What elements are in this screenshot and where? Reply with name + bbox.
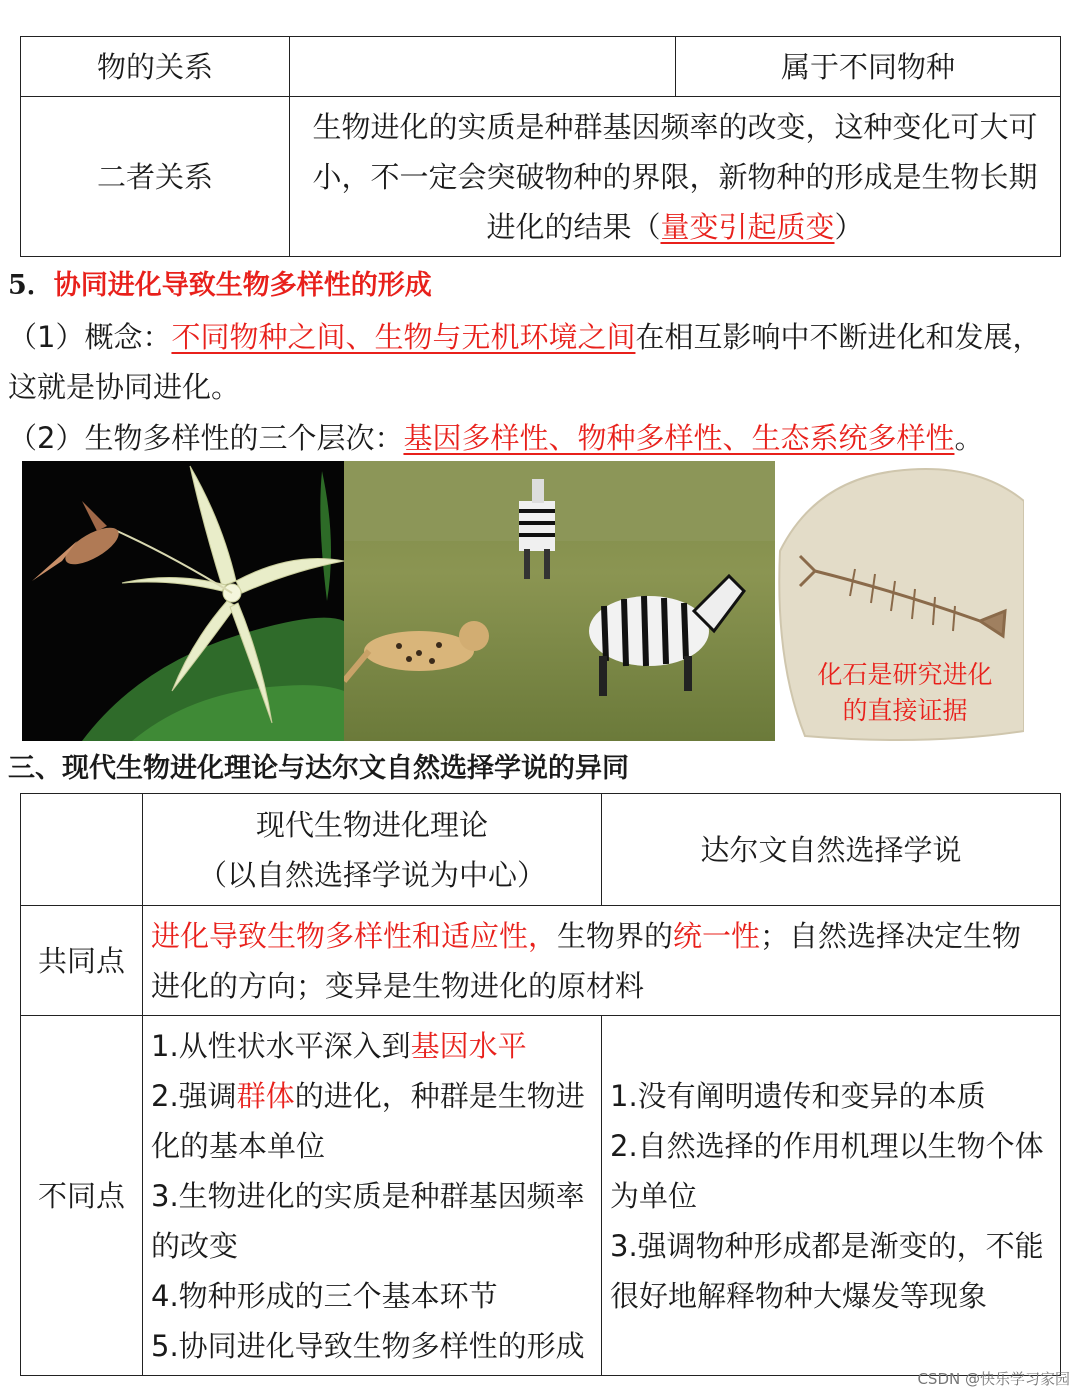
concept-paragraph: （1）概念：不同物种之间、生物与无机环境之间在相互影响中不断进化和发展， 这就是协同进化。	[8, 320, 1042, 404]
corner-cell	[21, 794, 143, 906]
modern-point-3: 3.生物进化的实质是种群基因频率	[151, 1178, 585, 1213]
row-label-both: 二者关系	[21, 97, 290, 257]
relation-line-1: 生物进化的实质是种群基因频率的改变，这种变化可大可	[312, 109, 1038, 144]
common-points-cell: 进化导致生物多样性和适应性，生物界的统一性；自然选择决定生物 进化的方向；变异是生物进化的原材料	[143, 906, 1061, 1016]
levels-highlight: 基因多样性、物种多样性、生态系统多样性	[403, 421, 955, 455]
section-3-heading: 三、现代生物进化理论与达尔文自然选择学说的异同	[8, 753, 629, 784]
orchid-moth-photo	[22, 461, 344, 741]
highlight-text: 量变引起质变	[660, 209, 835, 244]
fish-fossil-photo	[775, 461, 1024, 741]
relation-line-3: 进化的结果（量变引起质变）	[486, 209, 864, 244]
comparison-table-top	[20, 36, 1061, 257]
levels-paragraph: （2）生物多样性的三个层次：基因多样性、物种多样性、生态系统多样性。	[8, 421, 984, 455]
darwin-point-3: 3.强调物种形成都是渐变的，不能	[610, 1228, 1044, 1263]
moth	[32, 501, 124, 581]
section-5-heading: 5．协同进化导致生物多样性的形成	[8, 270, 432, 301]
modern-point-4: 4.物种形成的三个基本环节	[151, 1278, 498, 1313]
modern-point-5: 5.协同进化导致生物多样性的形成	[151, 1328, 585, 1363]
comparison-table-bottom	[20, 793, 1061, 1376]
watermark: CSDN @快乐学习家园	[917, 1370, 1070, 1388]
common-label: 共同点	[21, 906, 143, 1016]
header-modern-theory: 现代生物进化理论 （以自然选择学说为中心）	[143, 794, 602, 906]
row-mid-cell	[290, 37, 676, 97]
concept-highlight: 不同物种之间、生物与无机环境之间	[171, 320, 636, 354]
zebra-near	[589, 576, 744, 696]
darwin-point-2: 2.自然选择的作用机理以生物个体	[610, 1128, 1044, 1163]
modern-point-1: 1.从性状水平深入到基因水平	[151, 1028, 527, 1063]
modern-point-2: 2.强调群体的进化，种群是生物进	[151, 1078, 585, 1113]
cheetah-zebra-photo	[344, 461, 775, 741]
cheetah-zebra-illustration	[344, 461, 775, 741]
darwin-point-1: 1.没有阐明遗传和变异的本质	[610, 1078, 986, 1113]
row-right-cell: 属于不同物种	[676, 37, 1061, 97]
relation-line-2: 小，不一定会突破物种的界限，新物种的形成是生物长期	[312, 159, 1038, 194]
darwin-differences-cell: 1.没有阐明遗传和变异的本质 2.自然选择的作用机理以生物个体 为单位 3.强调物种形成都是渐变的，不能 很好地解释物种大爆发等现象	[602, 1016, 1061, 1376]
difference-label: 不同点	[21, 1016, 143, 1376]
photo-strip	[22, 461, 1024, 741]
modern-differences-cell: 1.从性状水平深入到基因水平 2.强调群体的进化，种群是生物进 化的基本单位 3.生物进化的实质是种群基因频率 的改变 4.物种形成的三个基本环节 5.协同进化导致生物多样性的形成	[143, 1016, 602, 1376]
orchid-moth-illustration	[22, 461, 344, 741]
cheetah	[344, 621, 489, 681]
header-darwin-theory: 达尔文自然选择学说	[602, 794, 1061, 906]
fossil-caption: 化石是研究进化 的直接证据	[817, 660, 993, 725]
relation-text-cell	[290, 97, 1061, 257]
row-label-relation: 物的关系	[21, 37, 290, 97]
